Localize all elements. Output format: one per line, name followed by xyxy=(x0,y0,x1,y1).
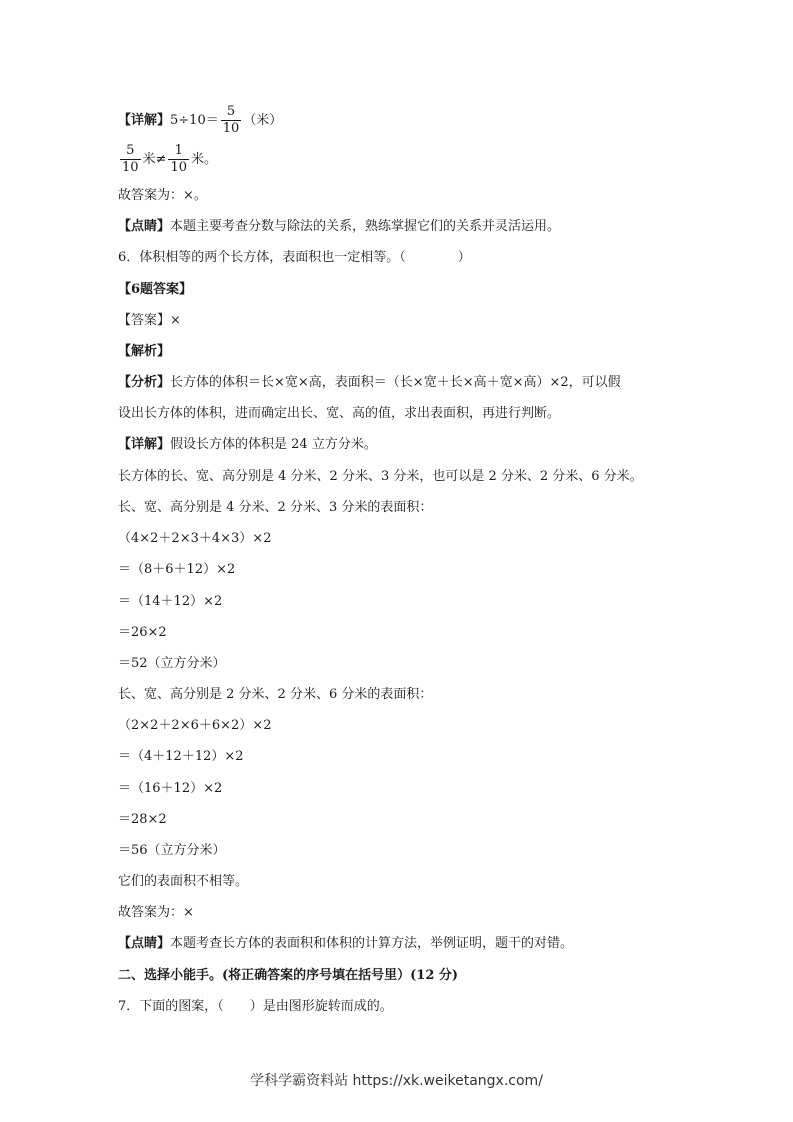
fraction-numerator: 1 xyxy=(174,143,183,158)
calc-line: ＝（4＋12＋12）×2 xyxy=(118,749,244,764)
remark-label: 【点睛】 xyxy=(118,936,171,951)
answer-6: 【答案】× xyxy=(118,313,181,328)
analysis-title-6: 【解析】 xyxy=(118,344,171,359)
answer-line-6: 故答案为：× xyxy=(118,905,194,920)
answer-title-6: 【6题答案】 xyxy=(118,282,193,297)
analysis-label: 【分析】 xyxy=(118,375,171,390)
calc-line: ＝（8＋6＋12）×2 xyxy=(118,562,236,577)
text-line: 长方体的长、宽、高分别是 4 分米、2 分米、3 分米，也可以是 2 分米、2 分米、6 分米。 xyxy=(118,469,643,484)
detail-line-5 xyxy=(118,104,282,137)
detail-label: 【详解】 xyxy=(118,113,171,128)
detail-line-6 xyxy=(118,436,377,454)
remark-label: 【点睛】 xyxy=(118,219,171,234)
analysis-line-1 xyxy=(118,374,621,392)
calc-line: ＝26×2 xyxy=(118,625,167,640)
calc-line: ＝28×2 xyxy=(118,812,167,827)
division-expression: 5÷10＝ xyxy=(170,113,219,128)
calc-line: ＝56（立方分米） xyxy=(118,843,226,858)
remark-text: 本题主要考查分数与除法的关系，熟练掌握它们的关系并灵活运用。 xyxy=(170,219,561,234)
analysis-text: 长方体的体积＝长×宽×高，表面积＝（长×宽＋长×高＋宽×高）×2，可以假 xyxy=(170,375,621,390)
unit-text: （米） xyxy=(243,113,283,128)
unit-text: 米。 xyxy=(191,152,218,167)
fraction-numerator: 5 xyxy=(126,143,135,158)
fraction-denominator: 10 xyxy=(122,160,139,175)
question-7: 7．下面的图案，（ ）是由图形旋转而成的。 xyxy=(118,999,393,1014)
fraction-5-10 xyxy=(120,143,141,176)
calc-line: （2×2＋2×6＋6×2）×2 xyxy=(118,718,272,733)
fraction-1-10 xyxy=(168,143,189,176)
compare-line xyxy=(118,143,217,176)
calc-line: （4×2＋2×3＋4×3）×2 xyxy=(118,531,272,546)
text-line: 长、宽、高分别是 4 分米、2 分米、3 分米的表面积： xyxy=(118,500,433,515)
footer-watermark: 学科学霸资料站 https://xk.weiketangx.com/ xyxy=(250,1073,543,1089)
text-line: 长、宽、高分别是 2 分米、2 分米、6 分米的表面积： xyxy=(118,687,433,702)
detail-text: 假设长方体的体积是 24 立方分米。 xyxy=(170,437,377,452)
calc-line: ＝（16＋12）×2 xyxy=(118,781,223,796)
answer-line-5: 故答案为：×。 xyxy=(118,188,207,203)
fraction-denominator: 10 xyxy=(170,160,187,175)
fraction-5-10 xyxy=(221,104,242,137)
analysis-line-2: 设出长方体的体积，进而确定出长、宽、高的值，求出表面积，再进行判断。 xyxy=(118,406,561,421)
remark-line-6 xyxy=(118,935,573,953)
section-heading: 二、选择小能手。(将正确答案的序号填在括号里）(12 分) xyxy=(118,968,459,983)
not-equal-text: 米≠ xyxy=(142,152,167,167)
fraction-numerator: 5 xyxy=(226,104,236,119)
question-6: 6．体积相等的两个长方体，表面积也一定相等。（ ） xyxy=(118,250,471,265)
calc-line: ＝（14＋12）×2 xyxy=(118,594,223,609)
detail-label: 【详解】 xyxy=(118,437,171,452)
calc-line: ＝52（立方分米） xyxy=(118,656,226,671)
text-line: 它们的表面积不相等。 xyxy=(118,874,249,889)
remark-line-5 xyxy=(118,218,560,236)
remark-text: 本题考查长方体的表面积和体积的计算方法，举例证明，题干的对错。 xyxy=(170,936,574,951)
fraction-denominator: 10 xyxy=(222,121,240,136)
